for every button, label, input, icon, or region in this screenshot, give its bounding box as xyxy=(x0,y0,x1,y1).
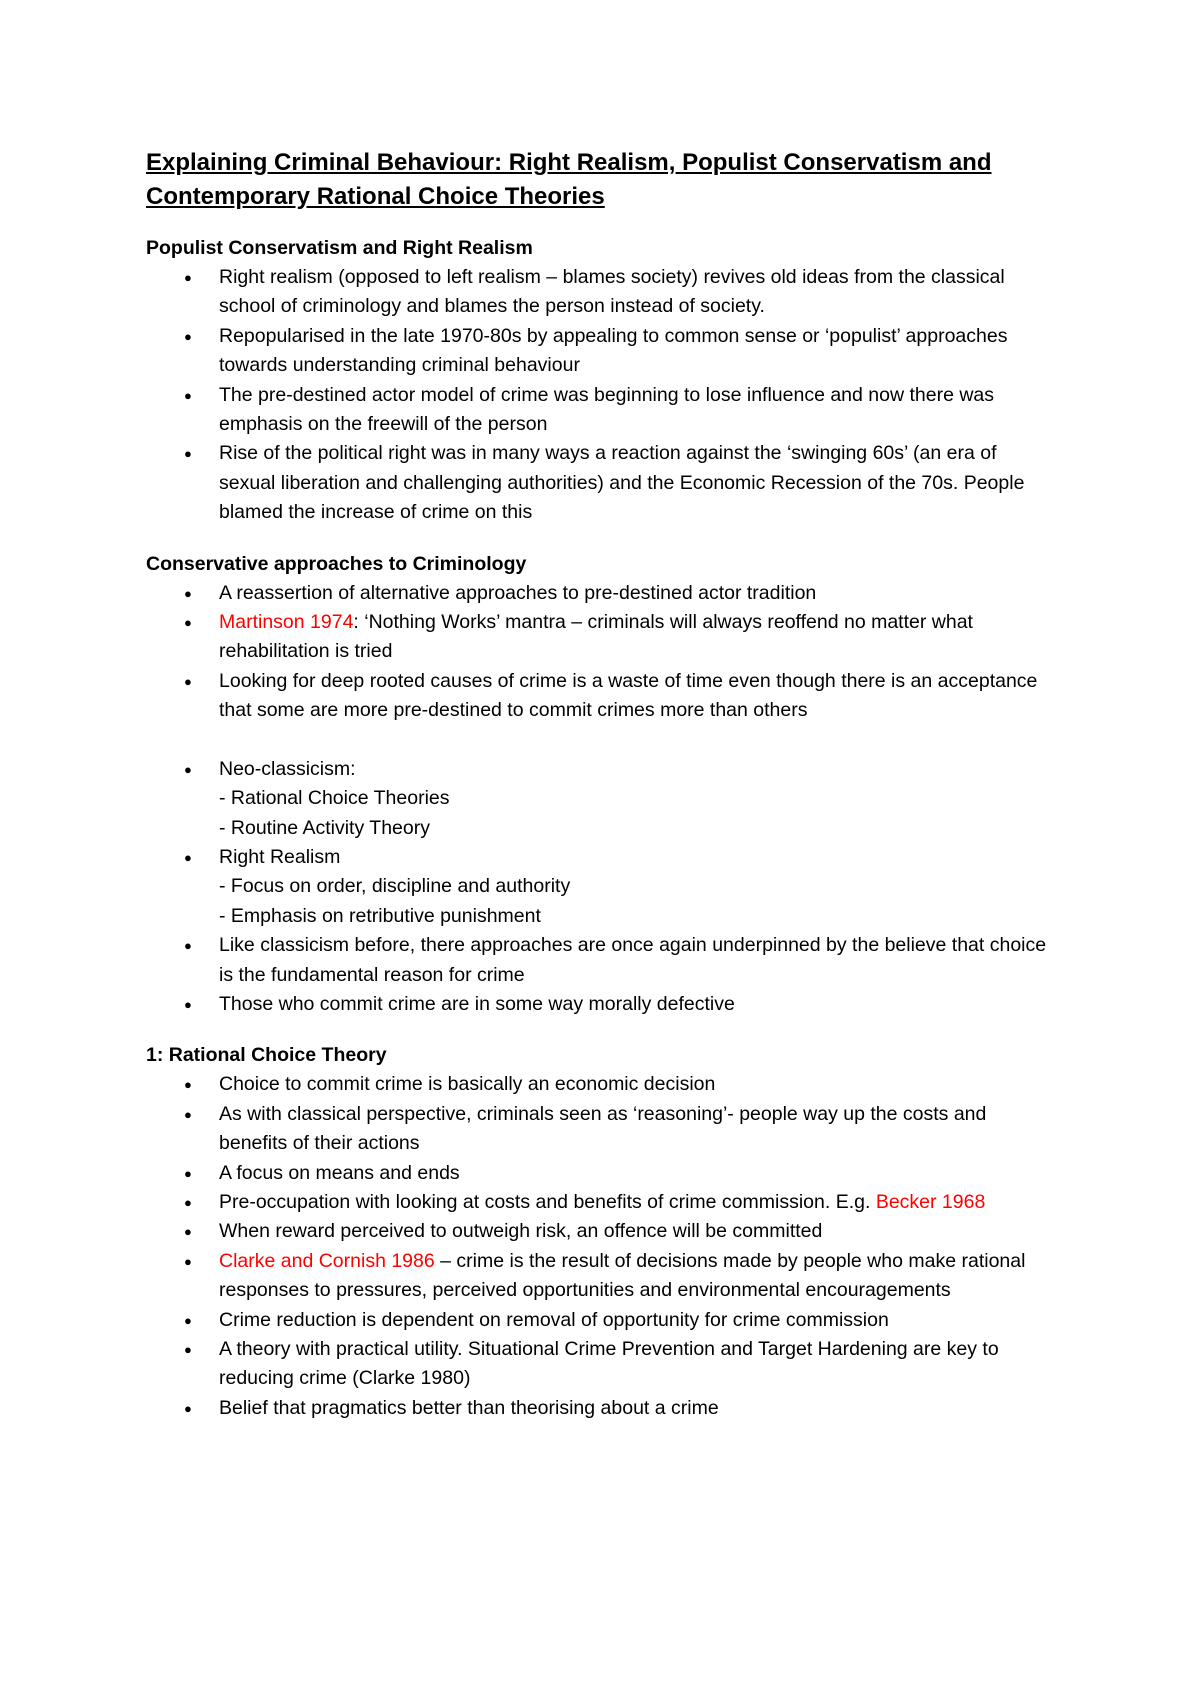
sub-item: - Routine Activity Theory xyxy=(219,816,430,839)
list-item: ● Repopularised in the late 1970-80s by appealing to common sense or ‘populist’ approaches towards understanding criminal behaviour xyxy=(146,322,1050,381)
reference-clarke-cornish: Clarke and Cornish 1986 xyxy=(219,1249,435,1272)
title-line-1: Explaining Criminal Behaviour: Right Realism, Populist Conservatism and xyxy=(146,149,992,176)
list-item: ● The pre-destined actor model of crime was beginning to lose influence and now there was emphasis on the freewill of the person xyxy=(146,381,1050,440)
title-line-2: Contemporary Rational Choice Theories xyxy=(146,183,605,210)
sub-item: - Rational Choice Theories xyxy=(219,787,450,810)
bullet-list-conservative-approaches xyxy=(146,579,1050,1020)
list-item: ● Like classicism before, there approaches are once again underpinned by the believe that choice is the fundamental reason for crime xyxy=(146,931,1050,990)
list-item xyxy=(146,608,1050,667)
list-item: ● When reward perceived to outweigh risk, an offence will be committed xyxy=(146,1217,1050,1246)
list-item: ● A reassertion of alternative approaches to pre-destined actor tradition xyxy=(146,579,1050,608)
list-item: ● Looking for deep rooted causes of crime is a waste of time even though there is an acceptance that some are more pre-destined to commit crimes more than others xyxy=(146,667,1050,726)
section-heading-rational-choice: 1: Rational Choice Theory xyxy=(146,1044,387,1067)
document-title xyxy=(146,146,1050,214)
sub-item: - Focus on order, discipline and authority xyxy=(219,875,571,898)
list-item: ● Choice to commit crime is basically an economic decision xyxy=(146,1070,1050,1099)
list-item-label: ● Neo-classicism: xyxy=(219,757,356,780)
bullet-list-populist-conservatism xyxy=(146,263,1050,528)
list-item-right-realism xyxy=(146,843,1050,931)
list-item: ● Rise of the political right was in many ways a reaction against the ‘swinging 60s’ (an era of sexual liberation and challenging authorities) and the Economic Recession of the 70s. People blamed the increase of crime on this xyxy=(146,439,1050,527)
list-item: ● Crime reduction is dependent on removal of opportunity for crime commission xyxy=(146,1306,1050,1335)
list-item: ● Those who commit crime are in some way morally defective xyxy=(146,990,1050,1019)
list-item xyxy=(146,1188,1050,1217)
bullet-list-rational-choice xyxy=(146,1070,1050,1423)
list-item-neo-classicism xyxy=(146,755,1050,843)
list-item-text: : ‘Nothing Works’ mantra – criminals will always reoffend no matter what rehabilitation is tried xyxy=(219,611,973,663)
list-item-text: Pre-occupation with looking at costs and benefits of crime commission. E.g. xyxy=(219,1190,876,1213)
list-item: ● Belief that pragmatics better than theorising about a crime xyxy=(146,1394,1050,1423)
section-heading-populist-conservatism: Populist Conservatism and Right Realism xyxy=(146,237,533,259)
reference-martinson: Martinson 1974 xyxy=(219,611,354,634)
list-item-text: – crime is the result of decisions made by people who make rational responses to pressures, perceived opportunities and environmental encouragements xyxy=(219,1249,1026,1302)
reference-becker: Becker 1968 xyxy=(875,1190,986,1213)
section-heading-conservative-approaches: Conservative approaches to Criminology xyxy=(146,552,527,575)
list-item xyxy=(146,1247,1050,1306)
list-item: ● As with classical perspective, criminals seen as ‘reasoning’- people way up the costs and benefits of their actions xyxy=(146,1100,1050,1159)
sub-item: - Emphasis on retributive punishment xyxy=(219,904,541,927)
list-item: ● A focus on means and ends xyxy=(146,1159,1050,1188)
list-item: ● A theory with practical utility. Situational Crime Prevention and Target Hardening are key to reducing crime (Clarke 1980) xyxy=(146,1335,1050,1394)
list-item: ● Right realism (opposed to left realism – blames society) revives old ideas from the classical school of criminology and blames the person instead of society. xyxy=(146,263,1050,322)
list-item-label: ● Right Realism xyxy=(219,845,341,868)
